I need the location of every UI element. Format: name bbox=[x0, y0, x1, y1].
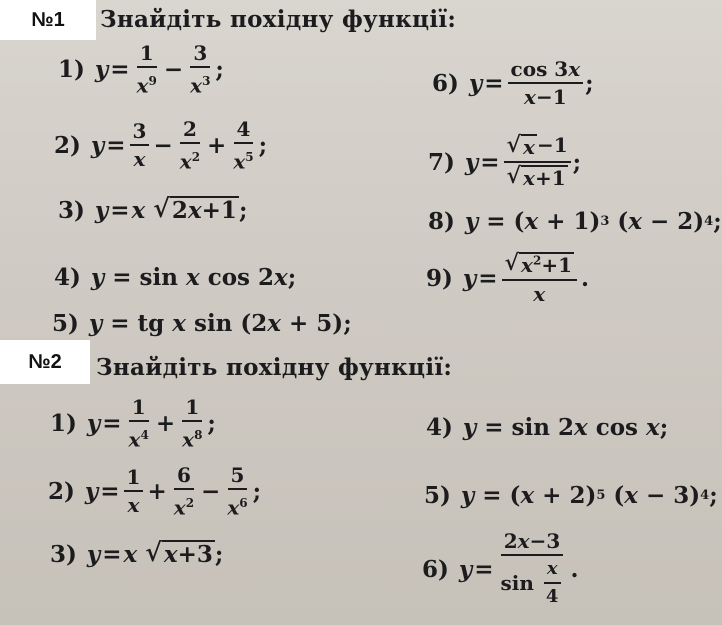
task1-3: 3) y = x √ 2x+1 ; bbox=[58, 193, 248, 224]
task1-5: 5) y = tg x sin (2 x + 5); bbox=[52, 310, 352, 337]
task1-6: 6) y = $\frac{\cos 3x}{x-1}$ ; bbox=[432, 57, 594, 109]
task2-4: 4) y = sin 2 x cos x ; bbox=[426, 414, 669, 441]
task2-6: 6) y = 2x−3 sin $\frac{x}{4}$ . bbox=[422, 529, 579, 607]
exercise-number-1: №1 bbox=[0, 0, 96, 40]
section1-heading: Знайдіть похідну функції: bbox=[100, 6, 457, 33]
task2-3: 3) y = x √ x+3 ; bbox=[50, 537, 224, 568]
task1-1: 1) y = $\frac{1}{x^9}$ − $\frac{3}{x^3}$ ; bbox=[58, 41, 224, 98]
task1-8: 8) y = ( x + 1) 3 ( x − 2) 4 ; bbox=[428, 208, 722, 235]
task2-2: 2) y = $\frac{1}{x}$ + $\frac{6}{x^2}$ − $\frac{5}{x^6}$ ; bbox=[48, 463, 262, 520]
section2-heading: Знайдіть похідну функції: bbox=[96, 354, 453, 381]
task2-5: 5) y = ( x + 2) 5 ( x − 3) 4 ; bbox=[424, 482, 718, 509]
task1-4: 4) y = sin x cos 2 x ; bbox=[54, 264, 297, 291]
task1-9: 9) y = √ $x^2+1$ x . bbox=[426, 250, 590, 306]
task1-2: 2) y = $\frac{3}{x}$ − $\frac{2}{x^2}$ + $\frac{4}{x^5}$ ; bbox=[54, 117, 268, 174]
exercise-number-2: №2 bbox=[0, 340, 90, 384]
task2-1: 1) y = $\frac{1}{x^4}$ + $\frac{1}{x^8}$ ; bbox=[50, 395, 216, 452]
task1-7: 7) y = √ x −1 √ x+1 ; bbox=[428, 132, 582, 190]
